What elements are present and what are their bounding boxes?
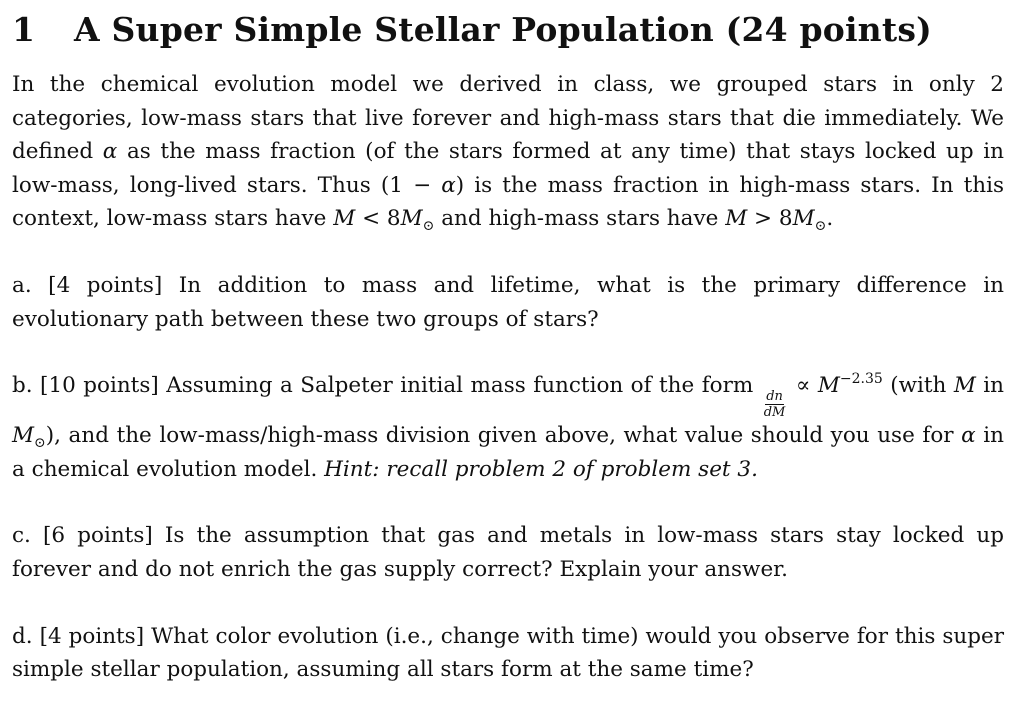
section-title: A Super Simple Stellar Population (24 points) [74, 10, 932, 49]
mass-symbol: M [725, 206, 748, 232]
question-b-text: ), and the low-mass/high-mass division given above, what value should you use for [45, 423, 962, 449]
section-number: 1 [12, 10, 36, 49]
question-b [12, 369, 1004, 486]
alpha-symbol: α [961, 423, 976, 449]
proportional-symbol: ∝ [788, 373, 818, 399]
section-heading [12, 8, 1004, 52]
question-b-label: b. [10 points] [12, 373, 167, 399]
mass-symbol: M [333, 206, 356, 232]
question-b-text: Assuming a Salpeter initial mass function of the form [166, 373, 761, 399]
question-a-text: In addition to mass and lifetime, what is the primary difference in evolutionary path between these two groups of stars? [12, 272, 1004, 332]
intro-text: . [826, 206, 834, 232]
fraction-denominator: dM [763, 405, 786, 421]
mass-symbol: M [400, 206, 423, 232]
inequality: < 8 [355, 206, 401, 232]
mass-symbol: M [953, 373, 976, 399]
question-c-label: c. [6 points] [12, 523, 165, 549]
mass-symbol: M [817, 373, 840, 399]
inequality: > 8 [747, 206, 793, 232]
intro-text: as the mass fraction (of the stars formed at any time) that stays locked up in low-mass, long-lived stars. Thus (1 − [12, 139, 1004, 198]
alpha-symbol: α [441, 172, 456, 198]
intro-text: In the chemical evolution model we derived in class, we grouped stars in only 2 categories, low-mass stars that live forever and high-mass stars that die immediately. We defined [12, 72, 1004, 165]
solar-symbol: ⊙ [814, 218, 827, 235]
question-a [12, 269, 1004, 336]
imf-fraction [764, 390, 786, 419]
question-b-text: in [975, 373, 1005, 399]
question-b-hint: Hint: recall problem 2 of problem set 3. [324, 456, 758, 482]
intro-paragraph [12, 68, 1004, 236]
alpha-symbol: α [102, 139, 118, 165]
solar-symbol: ⊙ [34, 435, 46, 452]
question-d-label: d. [4 points] [12, 623, 152, 649]
solar-symbol: ⊙ [422, 218, 435, 235]
question-d [12, 620, 1004, 687]
question-c [12, 519, 1004, 586]
mass-symbol: M [12, 423, 35, 449]
question-d-text: What color evolution (i.e., change with time) would you observe for this super simple stellar population, assuming all stars form at the same time? [12, 623, 1004, 683]
question-c-text: Is the assumption that gas and metals in low-mass stars stay locked up forever and do not enrich the gas supply correct? Explain your answer. [12, 523, 1005, 582]
question-a-label: a. [4 points] [12, 272, 179, 298]
question-b-text: (with [882, 373, 954, 399]
question-b-text: in a chemical evolution model. [12, 423, 1004, 482]
fraction-numerator: dn [766, 389, 783, 405]
mass-symbol: M [792, 206, 815, 232]
imf-exponent: −2.35 [839, 371, 883, 388]
intro-text: ) is the mass fraction in high-mass stars. In this context, low-mass stars have [12, 172, 1005, 232]
intro-text: and high-mass stars have [434, 206, 726, 232]
